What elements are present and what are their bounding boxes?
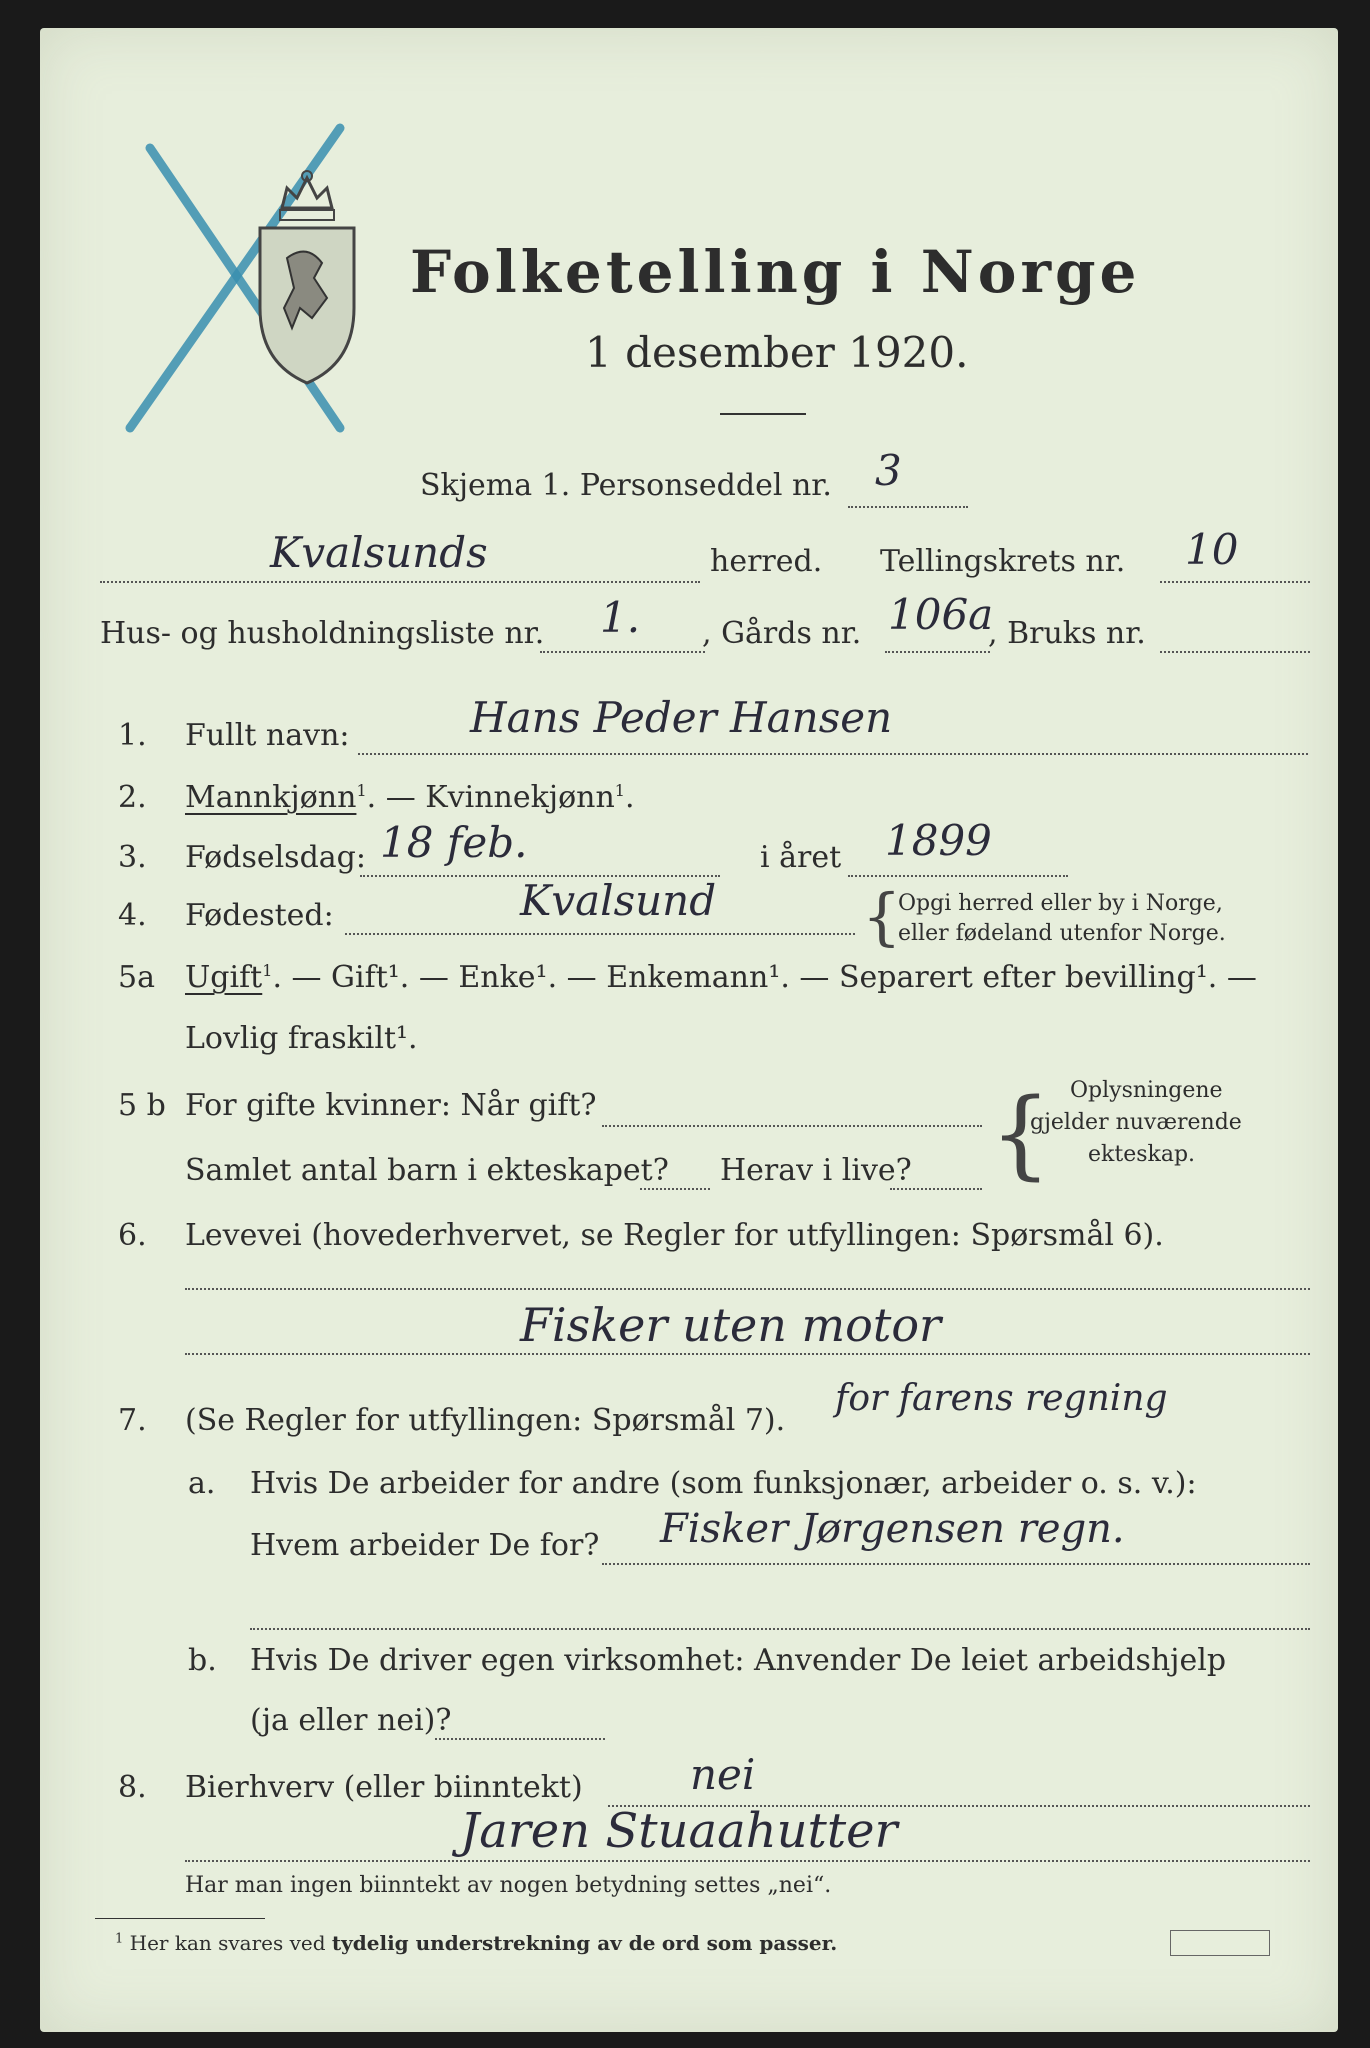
q7a-line xyxy=(602,1563,1310,1565)
husholdning-value[interactable]: 1. xyxy=(600,593,641,642)
q2-male-footnote-mark: 1 xyxy=(356,781,367,800)
coat-of-arms-icon xyxy=(252,168,362,388)
q4-note-line2: eller fødeland utenfor Norge. xyxy=(898,921,1226,946)
q7a-label: Hvis De arbeider for andre (som funksjonær, arbeider o. s. v.): xyxy=(250,1466,1197,1501)
q5b-label: For gifte kvinner: Når gift? xyxy=(185,1088,597,1123)
gards-value[interactable]: 106a xyxy=(888,590,994,639)
q8-value[interactable]: nei xyxy=(690,1750,756,1799)
q8-label: Bierhverv (eller biinntekt) xyxy=(185,1770,583,1805)
footnote-divider xyxy=(95,1918,265,1919)
gards-label: , Gårds nr. xyxy=(702,616,862,651)
q1-number: 1. xyxy=(118,718,147,753)
skjema-line xyxy=(848,506,968,508)
footnote-mark: 1 xyxy=(115,1931,124,1947)
q3-year-value[interactable]: 1899 xyxy=(885,816,992,865)
q2-separator: . — xyxy=(366,780,426,815)
form-date: 1 desember 1920. xyxy=(585,328,969,377)
skjema-value[interactable]: 3 xyxy=(875,446,902,495)
q5b-barn-line xyxy=(640,1188,710,1190)
footnote xyxy=(115,1931,837,1955)
q5a-footnote-mark: 1 xyxy=(262,961,273,980)
q5b-gift-line xyxy=(602,1125,982,1127)
q2-options xyxy=(185,780,635,815)
q7a-line2-label: Hvem arbeider De for? xyxy=(250,1528,600,1563)
q5b-note3: ekteskap. xyxy=(1088,1142,1196,1167)
q7b-letter: b. xyxy=(188,1643,217,1678)
krets-line xyxy=(1160,581,1310,583)
q2-female-option[interactable]: Kvinnekjønn xyxy=(425,780,615,815)
gards-line xyxy=(885,651,990,653)
q4-brace: { xyxy=(862,880,902,953)
q7b-line2-label: (ja eller nei)? xyxy=(250,1703,452,1738)
form-title: Folketelling i Norge xyxy=(410,238,1141,306)
krets-value[interactable]: 10 xyxy=(1185,525,1239,574)
q4-note-line1: Opgi herred eller by i Norge, xyxy=(898,891,1223,916)
q5a-options xyxy=(185,960,1257,995)
krets-label: Tellingskrets nr. xyxy=(880,544,1126,579)
q1-value[interactable]: Hans Peder Hansen xyxy=(470,693,893,742)
q5b-number: 5 b xyxy=(118,1088,166,1123)
herred-line xyxy=(100,581,700,583)
q5b-live-line xyxy=(890,1188,982,1190)
q7-label: (Se Regler for utfyllingen: Spørsmål 7). xyxy=(185,1403,786,1438)
q3-year-line xyxy=(848,875,1068,877)
q3-day-value[interactable]: 18 feb. xyxy=(380,818,528,867)
q5a-number: 5a xyxy=(118,960,155,995)
q8-line2 xyxy=(185,1860,1310,1862)
q5b-brace: { xyxy=(990,1078,1052,1190)
q8-note: Har man ingen biinntekt av nogen betydning settes „nei“. xyxy=(185,1873,832,1898)
printer-stamp xyxy=(1170,1930,1270,1956)
footnote-bold: tydelig understrekning av de xyxy=(331,1931,656,1955)
q6-label: Levevei (hovederhvervet, se Regler for utfyllingen: Spørsmål 6). xyxy=(185,1218,1164,1253)
q7a-letter: a. xyxy=(188,1466,216,1501)
q7-value[interactable]: for farens regning xyxy=(835,1378,1168,1419)
q5a-other-options[interactable]: . — Gift¹. — Enke¹. — Enkemann¹. — Separert efter bevilling¹. — xyxy=(272,960,1257,995)
q7b-label: Hvis De driver egen virksomhet: Anvender De leiet arbeidshjelp xyxy=(250,1643,1227,1678)
q7b-line xyxy=(435,1738,605,1740)
q8-number: 8. xyxy=(118,1770,147,1805)
q5b-note2: gjelder nuværende xyxy=(1030,1110,1242,1135)
q2-female-footnote-mark: 1 xyxy=(614,781,625,800)
q6-line1 xyxy=(185,1288,1310,1290)
q5b-live-label: Herav i live? xyxy=(720,1153,912,1188)
q3-number: 3. xyxy=(118,840,147,875)
q3-label: Fødselsdag: xyxy=(185,840,366,875)
q5b-note1: Oplysningene xyxy=(1070,1078,1223,1103)
footnote-text-2: ord som passer. xyxy=(661,1931,838,1955)
blue-cross-mark xyxy=(90,98,410,458)
title-divider xyxy=(720,413,806,415)
husholdning-line xyxy=(540,651,705,653)
q5a-line2[interactable]: Lovlig fraskilt¹. xyxy=(185,1021,418,1056)
signature: Jaren Stuaahutter xyxy=(460,1803,898,1859)
herred-label: herred. xyxy=(710,544,823,579)
q4-number: 4. xyxy=(118,898,147,933)
bruks-line xyxy=(1160,651,1310,653)
q1-label: Fullt navn: xyxy=(185,718,350,753)
q3-year-label: i året xyxy=(760,840,842,875)
q5b-barn-label: Samlet antal barn i ekteskapet? xyxy=(185,1153,669,1188)
q4-line xyxy=(345,933,855,935)
q4-label: Fødested: xyxy=(185,898,334,933)
q6-number: 6. xyxy=(118,1218,147,1253)
q2-male-option[interactable]: Mannkjønn xyxy=(185,780,357,815)
q2-end: . xyxy=(624,780,635,815)
husholdning-label: Hus- og husholdningsliste nr. xyxy=(100,616,545,651)
q7a-value[interactable]: Fisker Jørgensen regn. xyxy=(660,1506,1125,1552)
census-form-sheet xyxy=(40,28,1338,2032)
herred-value[interactable]: Kvalsunds xyxy=(270,528,488,577)
q7a-line-extra xyxy=(250,1628,1310,1630)
q7-number: 7. xyxy=(118,1403,147,1438)
q4-value[interactable]: Kvalsund xyxy=(520,876,717,925)
q1-line xyxy=(358,753,1308,755)
q6-value[interactable]: Fisker uten motor xyxy=(520,1298,942,1352)
q5a-ugift-option[interactable]: Ugift xyxy=(185,960,263,995)
skjema-label: Skjema 1. Personseddel nr. xyxy=(420,468,832,503)
q2-number: 2. xyxy=(118,780,147,815)
q6-line2 xyxy=(185,1353,1310,1355)
bruks-label: , Bruks nr. xyxy=(988,616,1146,651)
footnote-text-1: Her kan svares ved xyxy=(129,1931,326,1955)
